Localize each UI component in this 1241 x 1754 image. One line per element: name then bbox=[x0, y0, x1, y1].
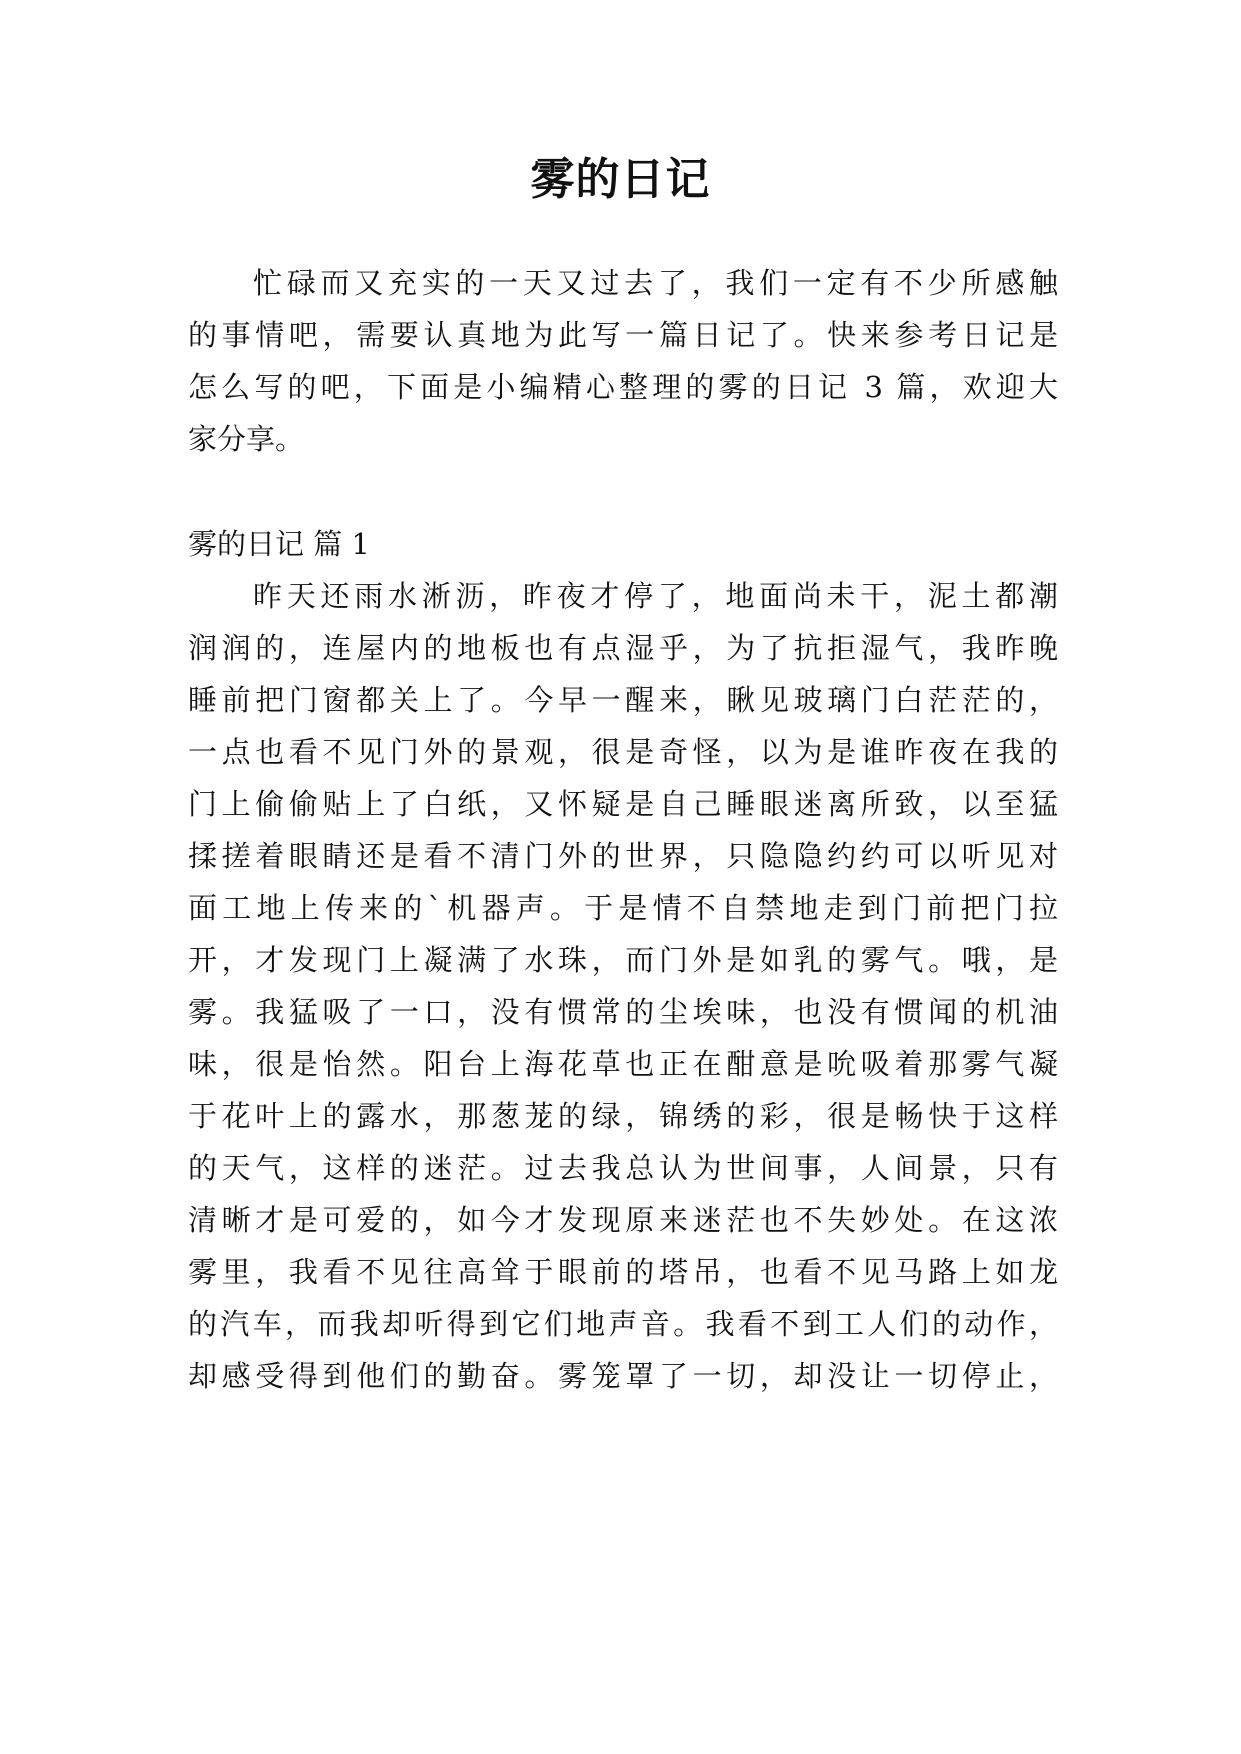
body-line: 昨天还雨水淅沥，昨夜才停了，地面尚未干，泥土都潮 bbox=[253, 579, 1058, 613]
body-line: 雾。我猛吸了一口，没有惯常的尘埃味，也没有惯闻的机油 bbox=[188, 995, 1058, 1029]
intro-line: 怎么写的吧，下面是小编精心整理的雾的日记 3 篇，欢迎大 bbox=[188, 370, 1058, 404]
body-line: 雾里，我看不见往高耸于眼前的塔吊，也看不见马路上如龙 bbox=[188, 1255, 1058, 1289]
intro-line: 忙碌而又充实的一天又过去了，我们一定有不少所感触 bbox=[253, 266, 1058, 300]
body-line: 的汽车，而我却听得到它们地声音。我看不到工人们的动作， bbox=[188, 1307, 1058, 1341]
body-line: 润润的，连屋内的地板也有点湿乎，为了抗拒湿气，我昨晚 bbox=[188, 631, 1058, 665]
body-line: 睡前把门窗都关上了。今早一醒来，瞅见玻璃门白茫茫的， bbox=[188, 683, 1058, 717]
intro-line: 家分享。 bbox=[188, 422, 305, 456]
body-line: 的天气，这样的迷茫。过去我总认为世间事，人间景，只有 bbox=[188, 1151, 1058, 1185]
body-line: 一点也看不见门外的景观，很是奇怪，以为是谁昨夜在我的 bbox=[188, 735, 1058, 769]
document-title: 雾的日记 bbox=[530, 154, 711, 205]
body-line: 面工地上传来的`机器声。于是情不自禁地走到门前把门拉 bbox=[188, 891, 1058, 925]
body-line: 于花叶上的露水，那葱茏的绿，锦绣的彩，很是畅快于这样 bbox=[188, 1099, 1058, 1133]
body-line: 开，才发现门上凝满了水珠，而门外是如乳的雾气。哦，是 bbox=[188, 943, 1058, 977]
body-line: 却感受得到他们的勤奋。雾笼罩了一切，却没让一切停止， bbox=[188, 1359, 1058, 1393]
section-heading: 雾的日记 篇 1 bbox=[188, 527, 370, 561]
body-line: 揉搓着眼睛还是看不清门外的世界，只隐隐约约可以听见对 bbox=[188, 839, 1058, 873]
body-line: 味，很是怡然。阳台上海花草也正在酣意是吮吸着那雾气凝 bbox=[188, 1047, 1058, 1081]
body-line: 门上偷偷贴上了白纸，又怀疑是自己睡眼迷离所致，以至猛 bbox=[188, 787, 1058, 821]
intro-line: 的事情吧，需要认真地为此写一篇日记了。快来参考日记是 bbox=[188, 318, 1058, 352]
body-line: 清晰才是可爱的，如今才发现原来迷茫也不失妙处。在这浓 bbox=[188, 1203, 1058, 1237]
